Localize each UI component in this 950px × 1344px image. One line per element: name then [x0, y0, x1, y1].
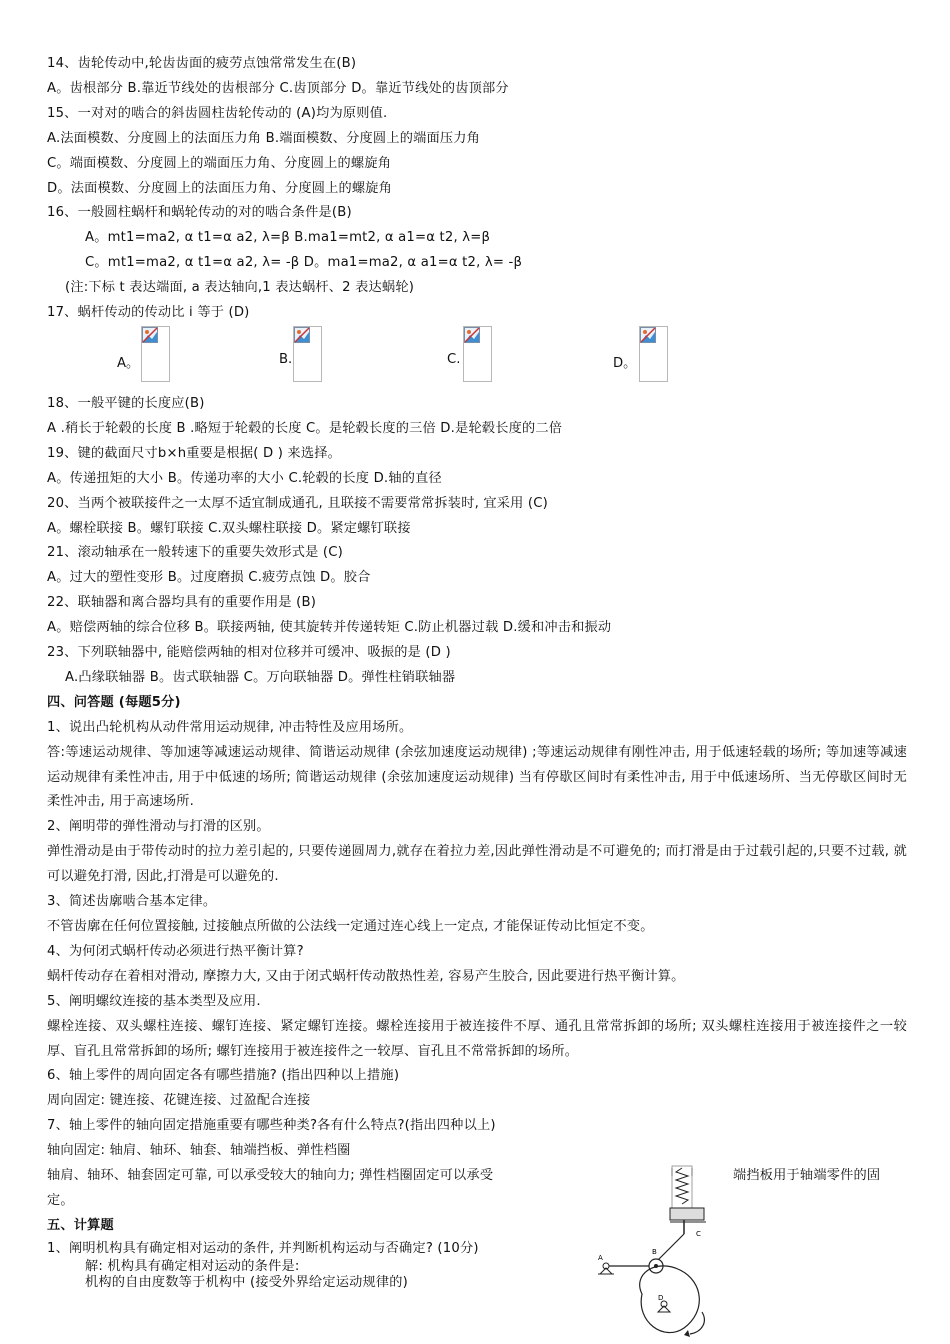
qa1-answer: 答:等速运动规律、等加速等减速运动规律、简谐运动规律 (余弦加速度运动规律) ;等速运动规律有刚性冲击, 用于低速轻载的场所; 等加速等减速运动规律有柔性冲击, 用于中低速的场所; 简谐运动规律 (余弦加速度运动规律) 当有停歇区间时有柔性冲击, 用于中低速场所、当无停歇区间时无柔性冲击, 用于高速场所.	[47, 744, 907, 810]
q23-options: A.凸缘联轴器 B。齿式联轴器 C。万向联轴器 D。弹性柱销联轴器	[65, 669, 456, 685]
qa7-question: 7、轴上零件的轴向固定措施重要有哪些种类?各有什么特点?(指出四种以上)	[47, 1118, 496, 1134]
q18-text: 18、一般平键的长度应(B)	[47, 395, 205, 411]
q19-options: A。传递扭矩的大小 B。传递功率的大小 C.轮毂的长度 D.轴的直径	[47, 470, 442, 486]
q16-note: (注:下标 t 表达端面, a 表达轴向,1 表达蜗杆、2 表达蜗轮)	[65, 280, 415, 296]
label-b: B	[652, 1248, 657, 1256]
q16-option-a-b: A。mt1=ma2, α t1=α a2, λ=β B.ma1=mt2, α a1=α t2, λ=β	[85, 230, 491, 246]
q17-option-c-label: C.	[447, 351, 461, 367]
section-4-title: 四、问答题 (每题5分)	[47, 694, 181, 710]
qa3-question: 3、简述齿廓啮合基本定律。	[47, 894, 217, 910]
qa6-answer: 周向固定: 键连接、花键连接、过盈配合连接	[47, 1093, 311, 1109]
document-page	[47, 52, 907, 1291]
q20-options: A。螺栓联接 B。螺钉联接 C.双头螺柱联接 D。紧定螺钉联接	[47, 520, 411, 536]
qa7-detail-end: 定。	[47, 1192, 74, 1208]
qa2-answer: 弹性滑动是由于带传动时的拉力差引起的, 只要传递圆周力,就存在着拉力差,因此弹性滑动是不可避免的; 而打滑是由于过载引起的,只要不过载, 就可以避免打滑, 因此,打滑是可以避免的.	[47, 844, 907, 885]
q17-option-b-label: B.	[279, 351, 293, 367]
q17-options	[47, 326, 907, 392]
calc-a1-line2: 机构的自由度数等于机构中 (接受外界给定运动规律的)	[85, 1274, 408, 1290]
q22-options: A。赔偿两轴的综合位移 B。联接两轴, 使其旋转并传递转矩 C.防止机器过载 D.缓和冲击和振动	[47, 620, 612, 636]
qa4-answer: 蜗杆传动存在着相对滑动, 摩擦力大, 又由于闭式蜗杆传动散热性差, 容易产生胶合, 因此要进行热平衡计算。	[47, 968, 685, 984]
qa-section	[47, 716, 907, 1214]
q19-text: 19、键的截面尺寸b×h重要是根据( D ) 来选择。	[47, 445, 341, 461]
q15-option-d: D。法面模数、分度圆上的法面压力角、分度圆上的螺旋角	[47, 180, 393, 196]
qa7-answer: 轴向固定: 轴肩、轴环、轴套、轴端挡板、弹性档圈	[47, 1143, 351, 1159]
q14-text: 14、齿轮传动中,轮齿齿面的疲劳点蚀常常发生在(B)	[47, 56, 357, 71]
q18-options: A .稍长于轮毂的长度 B .略短于轮毂的长度 C。是轮毂长度的三倍 D.是轮毂长度的二倍	[47, 420, 563, 436]
qa2-question: 2、阐明带的弹性滑动与打滑的区别。	[47, 819, 270, 835]
qa3-answer: 不管齿廓在任何位置接触, 过接触点所做的公法线一定通过连心线上一定点, 才能保证传动比恒定不变。	[47, 919, 654, 934]
calc-a1-line1: 解: 机构具有确定相对运动的条件是:	[85, 1258, 300, 1274]
q15-text: 15、一对对的啮合的斜齿圆柱齿轮传动的 (A)均为原则值.	[47, 105, 388, 121]
qa1-question: 1、说出凸轮机构从动件常用运动规律, 冲击特性及应用场所。	[47, 719, 413, 735]
q23-text: 23、下列联轴器中, 能赔偿两轴的相对位移并可缓冲、吸振的是 (D )	[47, 645, 451, 661]
qa7-detail	[47, 1164, 907, 1189]
questions-18-23	[47, 392, 907, 691]
q17-option-a-label: A。	[117, 355, 140, 371]
qa7-detail-left: 轴肩、轴环、轴套固定可靠, 可以承受较大的轴向力; 弹性档圈固定可以承受	[47, 1168, 494, 1184]
q22-text: 22、联轴器和离合器均具有的重要作用是 (B)	[47, 595, 317, 611]
q21-options: A。过大的塑性变形 B。过度磨损 C.疲劳点蚀 D。胶合	[47, 570, 371, 586]
qa5-answer: 螺栓连接、双头螺柱连接、螺钉连接、紧定螺钉连接。螺栓连接用于被连接件不厚、通孔且常常拆卸的场所; 双头螺柱连接用于被连接件之一较厚、盲孔且常常拆卸的场所; 螺钉连接用于被连接件之一较厚、盲孔且不常常拆卸的场所。	[47, 1018, 907, 1059]
label-d: D	[658, 1294, 664, 1302]
q17-option-d-label: D。	[613, 355, 637, 371]
qa7-detail-right: 端挡板用于轴端零件的固	[733, 1168, 881, 1184]
qa4-question: 4、为何闭式蜗杆传动必须进行热平衡计算?	[47, 943, 304, 959]
q16-option-c-d: C。mt1=ma2, α t1=α a2, λ= -β D。ma1=ma2, α a1=α t2, λ= -β	[85, 255, 523, 271]
broken-image-icon	[463, 326, 492, 382]
broken-image-icon	[639, 326, 668, 382]
qa6-question: 6、轴上零件的周向固定各有哪些措施? (指出四种以上措施)	[47, 1068, 400, 1084]
mechanism-diagram	[592, 1162, 722, 1337]
calc-q1: 1、阐明机构具有确定相对运动的条件, 并判断机构运动与否确定? (10分)	[47, 1240, 479, 1256]
label-c: C	[696, 1230, 701, 1238]
q16-text: 16、一般圆柱蜗杆和蜗轮传动的对的啮合条件是(B)	[47, 205, 352, 221]
broken-image-icon	[293, 326, 322, 382]
section-5-title: 五、计算题	[47, 1217, 114, 1233]
q14-options: A。齿根部分 B.靠近节线处的齿根部分 C.齿顶部分 D。靠近节线处的齿顶部分	[47, 80, 509, 96]
label-a: A	[598, 1254, 603, 1262]
q21-text: 21、滚动轴承在一般转速下的重要失效形式是 (C)	[47, 545, 344, 561]
broken-image-icon	[141, 326, 170, 382]
q15-option-c: C。端面模数、分度圆上的端面压力角、分度圆上的螺旋角	[47, 155, 392, 171]
questions-14-17	[47, 52, 907, 326]
q17-text: 17、蜗杆传动的传动比 i 等于 (D)	[47, 305, 250, 321]
qa5-question: 5、阐明螺纹连接的基本类型及应用.	[47, 993, 261, 1009]
q20-text: 20、当两个被联接件之一太厚不适宜制成通孔, 且联接不需要常常拆装时, 宜采用 (C)	[47, 495, 549, 511]
q15-option-a-b: A.法面模数、分度圆上的法面压力角 B.端面模数、分度圆上的端面压力角	[47, 130, 481, 146]
